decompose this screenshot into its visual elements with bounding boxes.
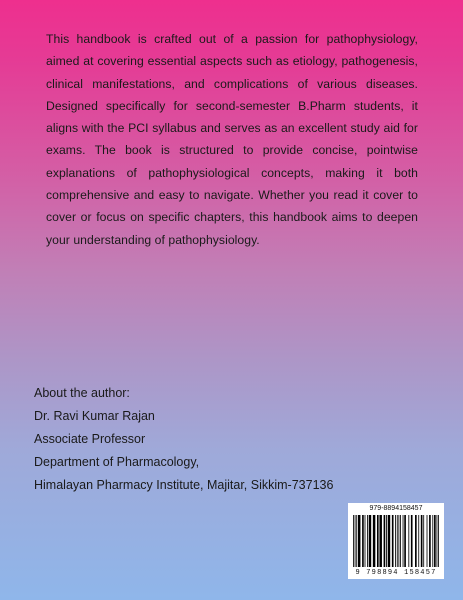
barcode-bar [404, 515, 406, 567]
barcode-bar [369, 515, 371, 567]
barcode-bar [437, 515, 438, 567]
author-heading: About the author: [34, 386, 130, 400]
barcode-bar [367, 515, 368, 567]
barcode-bar [423, 515, 424, 567]
barcode-bar [398, 515, 399, 567]
author-section [34, 382, 434, 497]
barcode-bar [397, 515, 398, 567]
barcode-bar [358, 515, 360, 567]
barcode-bar [373, 515, 375, 567]
isbn-number: 979-8894158457 [369, 505, 423, 512]
barcode-bar [384, 515, 386, 567]
barcode-bar [395, 515, 396, 567]
barcode-bar [418, 515, 419, 567]
author-institute: Himalayan Pharmacy Institute, Majitar, Sikkim-737136 [34, 478, 334, 492]
barcode-bar [415, 515, 417, 567]
barcode-bar [386, 515, 387, 567]
author-department: Department of Pharmacology, [34, 455, 200, 469]
barcode-bar [388, 515, 390, 567]
barcode-bar [408, 515, 409, 567]
barcode-bar [392, 515, 394, 567]
barcode-bar [356, 515, 357, 567]
back-cover-blurb: This handbook is crafted out of a passion for pathophysiology, aimed at covering essential aspects such as etiology, pathogenesis, clinical manifestations, and complications of various diseases. Designed specifically for second-semester B.Pharm students, it aligns with the PCI syllabus and serves as an excellent study aid for exams. The book is structured to provide concise, pointwise explanations of pathophysiological concepts, making it both comprehensive and easy to navigate. Whether you read it cover to cover or focus on specific chapters, this handbook aims to deepen your understanding of pathophysiology. [46, 32, 418, 247]
barcode-bar [353, 515, 354, 567]
barcode-bar [432, 515, 433, 567]
barcode-bar [362, 515, 364, 567]
barcode-bar [400, 515, 401, 567]
author-position: Associate Professor [34, 432, 146, 446]
barcode-bar [438, 515, 439, 567]
barcode-bars [353, 515, 439, 567]
barcode-bar [411, 515, 413, 567]
barcode-bar [377, 515, 379, 567]
isbn-barcode [348, 503, 444, 579]
barcode-bar [434, 515, 436, 567]
barcode-bar [355, 515, 356, 567]
barcode-digits: 9 798894 158457 [355, 569, 437, 577]
barcode-bar [365, 515, 366, 567]
barcode-bar [379, 515, 381, 567]
author-name: Dr. Ravi Kumar Rajan [34, 409, 155, 423]
barcode-bar [427, 515, 428, 567]
barcode-bar [429, 515, 431, 567]
barcode-bar [403, 515, 404, 567]
barcode-bar [421, 515, 423, 567]
